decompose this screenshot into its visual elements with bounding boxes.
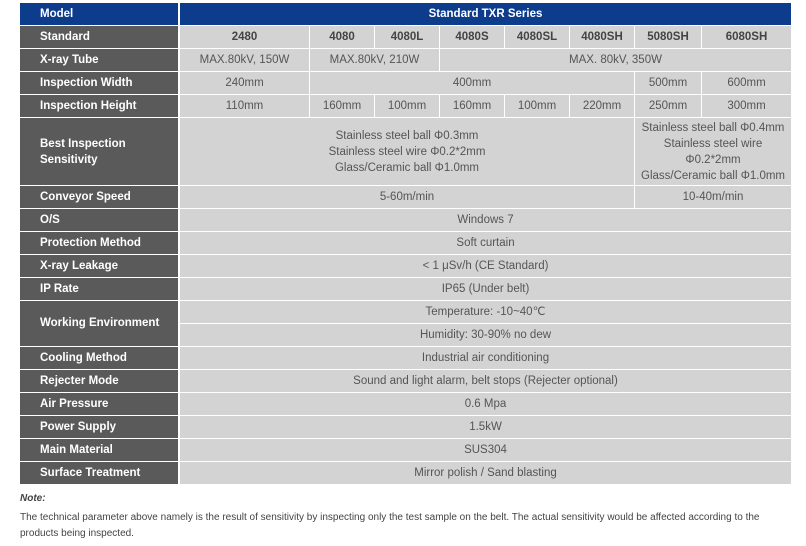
rejecter-label: Rejecter Mode [20,370,180,393]
sensitivity-line: Stainless steel ball Φ0.4mm [641,121,785,134]
table-row [20,3,792,26]
value-cell: < 1 μSv/h (CE Standard) [180,255,792,278]
material-label: Main Material [20,439,180,462]
value-cell: Temperature: -10~40℃ [180,301,792,324]
value-cell: Windows 7 [180,209,792,232]
table-row [20,278,792,301]
inspection-height-label: Inspection Height [20,95,180,118]
sensitivity-line: Glass/Ceramic ball Φ1.0mm [334,161,479,174]
power-label: Power Supply [20,416,180,439]
table-row [20,186,792,209]
value-cell: MAX. 80kV, 350W [440,49,792,72]
model-cell: 2480 [180,26,310,49]
value-cell: Industrial air conditioning [180,347,792,370]
model-cell: 4080SL [505,26,570,49]
value-cell: 0.6 Mpa [180,393,792,416]
value-cell: MAX.80kV, 150W [180,49,310,72]
model-cell: 5080SH [635,26,702,49]
table-row [20,95,792,118]
table-row [20,49,792,72]
note-title: Note: [20,493,46,504]
table-row [20,370,792,393]
table-row [20,209,792,232]
value-cell: 400mm [310,72,635,95]
spec-table [20,3,792,485]
standard-label: Standard [20,26,180,49]
table-row [20,462,792,485]
model-label: Model [20,3,180,26]
value-cell: MAX.80kV, 210W [310,49,440,72]
table-row [20,72,792,95]
sensitivity-left-cell [180,118,635,186]
model-cell: 4080 [310,26,375,49]
cooling-label: Cooling Method [20,347,180,370]
value-cell: IP65 (Under belt) [180,278,792,301]
value-cell: SUS304 [180,439,792,462]
value-cell: 10-40m/min [635,186,792,209]
model-cell: 4080S [440,26,505,49]
value-cell: 600mm [702,72,792,95]
xray-tube-label: X-ray Tube [20,49,180,72]
model-cell: 4080SH [570,26,635,49]
sensitivity-line: Stainless steel ball Φ0.3mm [335,129,479,142]
model-cell: 6080SH [702,26,792,49]
value-cell: Mirror polish / Sand blasting [180,462,792,485]
value-cell: Soft curtain [180,232,792,255]
table-row [20,232,792,255]
leakage-label: X-ray Leakage [20,255,180,278]
value-cell: 160mm [310,95,375,118]
value-cell: 220mm [570,95,635,118]
protection-label: Protection Method [20,232,180,255]
value-cell: Humidity: 30-90% no dew [180,324,792,347]
series-title: Standard TXR Series [180,3,792,26]
value-cell: 160mm [440,95,505,118]
value-cell: 1.5kW [180,416,792,439]
sensitivity-line: Stainless steel wire Φ0.2*2mm [663,137,763,166]
model-cell: 4080L [375,26,440,49]
sensitivity-label: Best Inspection Sensitivity [20,118,180,186]
value-cell: 500mm [635,72,702,95]
value-cell: Sound and light alarm, belt stops (Rejecter optional) [180,370,792,393]
table-row [20,118,792,186]
ip-rate-label: IP Rate [20,278,180,301]
table-row [20,26,792,49]
inspection-width-label: Inspection Width [20,72,180,95]
surface-label: Surface Treatment [20,462,180,485]
value-cell: 100mm [375,95,440,118]
value-cell: 110mm [180,95,310,118]
table-row [20,347,792,370]
os-label: O/S [20,209,180,232]
table-row [20,255,792,278]
conveyor-speed-label: Conveyor Speed [20,186,180,209]
sensitivity-line: Glass/Ceramic ball Φ1.0mm [641,169,786,182]
value-cell: 300mm [702,95,792,118]
environment-label: Working Environment [20,301,180,347]
value-cell: 240mm [180,72,310,95]
value-cell: 5-60m/min [180,186,635,209]
note-text: The technical parameter above namely is the result of sensitivity by inspecting only the test sample on the belt. The actual sensitivity would be affected according to the products being inspected. [20,512,760,539]
value-cell: 250mm [635,95,702,118]
table-row [20,301,792,324]
sensitivity-line: Stainless steel wire Φ0.2*2mm [328,145,486,158]
table-row [20,393,792,416]
sensitivity-right-cell [635,118,792,186]
value-cell: 100mm [505,95,570,118]
table-row [20,416,792,439]
table-row [20,439,792,462]
air-pressure-label: Air Pressure [20,393,180,416]
